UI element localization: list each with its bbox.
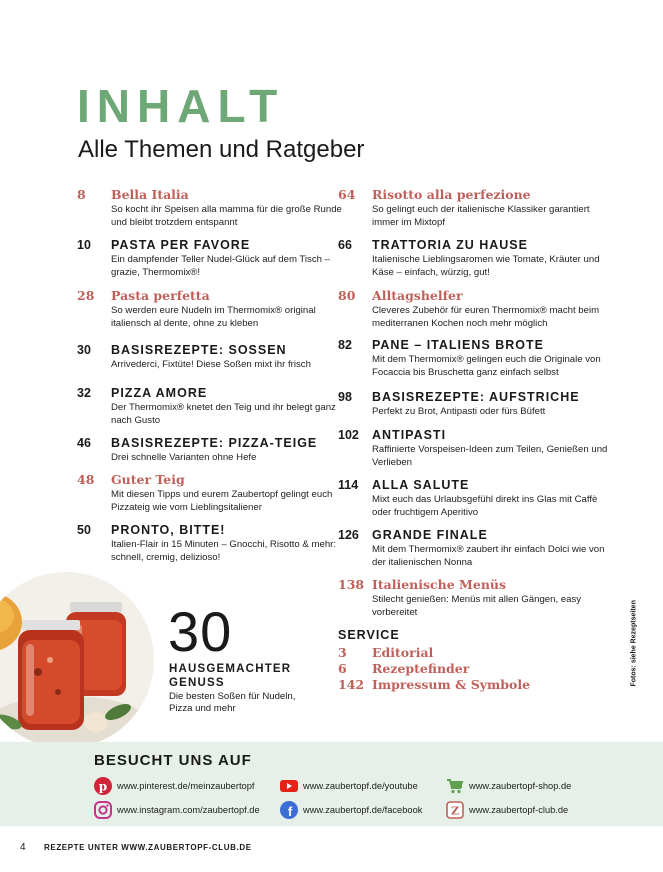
entry-description: Cleveres Zubehör für euren Thermomix® macht beim mediterranen Kochen noch mehr möglich: [372, 305, 600, 329]
entry-title: Pasta perfetta: [111, 288, 210, 303]
footer-text: REZEPTE UNTER WWW.ZAUBERTOPF-CLUB.DE: [44, 843, 252, 852]
pinterest-icon: [94, 777, 112, 795]
entry-title: ANTIPASTI: [372, 428, 447, 442]
shopping-cart-icon: [446, 777, 464, 795]
promo-number: 30: [168, 600, 233, 663]
link-text: www.zaubertopf-club.de: [469, 805, 569, 815]
page-number: 80: [338, 288, 356, 303]
facebook-link[interactable]: [280, 801, 422, 819]
entry-title: BASISREZEPTE: PIZZA-TEIGE: [111, 436, 318, 450]
instagram-link[interactable]: [94, 801, 260, 819]
page-number: 10: [77, 238, 91, 252]
entry-title: Italienische Menüs: [372, 577, 507, 592]
service-title: Impressum & Symbole: [372, 677, 531, 692]
page-number: 66: [338, 238, 352, 252]
entry-description: Arrivederci, Fixtüte! Diese Soßen mixt ihr frisch: [111, 359, 311, 370]
page-number: 48: [77, 472, 95, 487]
entry-description: Ein dampfender Teller Nudel-Glück auf dem Tisch – grazie, Thermomix®!: [111, 254, 330, 278]
page-number-footer: 4: [20, 842, 26, 853]
entry-title: Guter Teig: [111, 472, 185, 487]
page-subtitle: Alle Themen und Ratgeber: [78, 136, 365, 163]
entry-title: Bella Italia: [111, 187, 189, 202]
service-title: Rezeptefinder: [372, 661, 470, 676]
page-number: 50: [77, 523, 91, 537]
visit-heading: BESUCHT UNS AUF: [94, 752, 252, 769]
page-number: 3: [338, 645, 347, 660]
entry-description: Mixt euch das Urlaubsgefühl direkt ins Glas mit Caffè oder fruchtigem Aperitivo: [372, 494, 598, 518]
entry-title: PIZZA AMORE: [111, 386, 208, 400]
entry-description: Raffinierte Vorspeisen-Ideen zum Teilen, Genießen und Verlieben: [372, 444, 608, 468]
link-text: www.zaubertopf.de/facebook: [303, 805, 423, 815]
page-number: 102: [338, 428, 359, 442]
page-number: 8: [77, 187, 86, 202]
entry-description: Italienische Lieblingsaromen wie Tomate, Kräuter und Käse – einfach, würzig, gut!: [372, 254, 600, 278]
link-text: www.zaubertopf.de/youtube: [303, 781, 418, 791]
service-heading: SERVICE: [338, 628, 400, 642]
page-number: 64: [338, 187, 356, 202]
entry-description: Mit dem Thermomix® zaubert ihr einfach Dolci wie von der italienischen Nonna: [372, 544, 605, 568]
page-number: 98: [338, 390, 352, 404]
pinterest-link[interactable]: [94, 777, 254, 795]
social-links-panel: [0, 742, 663, 826]
page-number: 82: [338, 338, 352, 352]
page-number: 28: [77, 288, 95, 303]
sauce-jars-photo: [0, 572, 154, 748]
entry-title: BASISREZEPTE: AUFSTRICHE: [372, 390, 580, 404]
page-number: 114: [338, 478, 359, 492]
page-number: 46: [77, 436, 91, 450]
entry-description: Mit dem Thermomix® gelingen euch die Originale von Focaccia bis Bruschetta ganz einfach selbst: [372, 354, 601, 378]
entry-description: Stilecht genießen: Menüs mit allen Gängen, easy vorbereitet: [372, 594, 582, 618]
entry-title: Risotto alla perfezione: [372, 187, 531, 202]
link-text: www.instagram.com/zaubertopf.de: [117, 805, 260, 815]
link-text: www.zaubertopf-shop.de: [469, 781, 572, 791]
entry-title: TRATTORIA ZU HAUSE: [372, 238, 528, 252]
page-number: 30: [77, 343, 91, 357]
entry-description: Mit diesen Tipps und eurem Zaubertopf gelingt euch Pizzateig wie vom Lieblingsitaliener: [111, 489, 333, 513]
entry-description: So werden eure Nudeln im Thermomix® original italiensch al dente, ohne zu kleben: [111, 305, 316, 329]
entry-description: So gelingt euch der italienische Klassiker garantiert immer im Mixtopf: [372, 204, 590, 228]
entry-title: PASTA PER FAVORE: [111, 238, 251, 252]
youtube-icon: [280, 777, 298, 795]
entry-title: GRANDE FINALE: [372, 528, 488, 542]
link-text: www.pinterest.de/meinzaubertopf: [117, 781, 255, 791]
svg-text:p: p: [98, 779, 108, 794]
page-number: 138: [338, 577, 365, 592]
instagram-icon: [94, 801, 112, 819]
entry-description: Italien-Flair in 15 Minuten – Gnocchi, Risotto & mehr: schnell, cremig, delizioso!: [111, 539, 337, 563]
entry-description: So kocht ihr Speisen alla mamma für die große Runde und bleibt trotzdem entspannt: [111, 204, 342, 228]
service-title: Editorial: [372, 645, 434, 660]
entry-title: PANE – ITALIENS BROTE: [372, 338, 544, 352]
service-item[interactable]: [338, 661, 469, 677]
entry-title: BASISREZEPTE: SOSSEN: [111, 343, 287, 357]
page-number: 32: [77, 386, 91, 400]
svg-text:f: f: [287, 804, 293, 819]
svg-text:Z: Z: [450, 804, 460, 818]
zaubertopf-club-icon: [446, 801, 464, 819]
page-number: 142: [338, 677, 365, 692]
page-number: 126: [338, 528, 359, 542]
entry-title: ALLA SALUTE: [372, 478, 470, 492]
facebook-icon: [280, 801, 298, 819]
shop-link[interactable]: [446, 777, 571, 795]
service-item[interactable]: [338, 645, 433, 661]
entry-description: Drei schnelle Varianten ohne Hefe: [111, 452, 257, 463]
club-link[interactable]: [446, 801, 568, 819]
page-number: 6: [338, 661, 347, 676]
page-title: INHALT: [77, 80, 285, 132]
youtube-link[interactable]: [280, 777, 418, 795]
entry-title: PRONTO, BITTE!: [111, 523, 226, 537]
service-item[interactable]: [338, 677, 530, 693]
entry-title: Alltagshelfer: [372, 288, 463, 303]
entry-description: Perfekt zu Brot, Antipasti oder fürs Büfett: [372, 406, 546, 417]
photo-credit: Fotos: siehe Rezeptseiten: [630, 600, 638, 687]
promo-headline: HAUSGEMACHTER GENUSS: [169, 663, 292, 689]
entry-description: Der Thermomix® knetet den Teig und ihr belegt ganz nach Gusto: [111, 402, 336, 426]
promo-description: Die besten Soßen für Nudeln, Pizza und mehr: [169, 691, 296, 715]
